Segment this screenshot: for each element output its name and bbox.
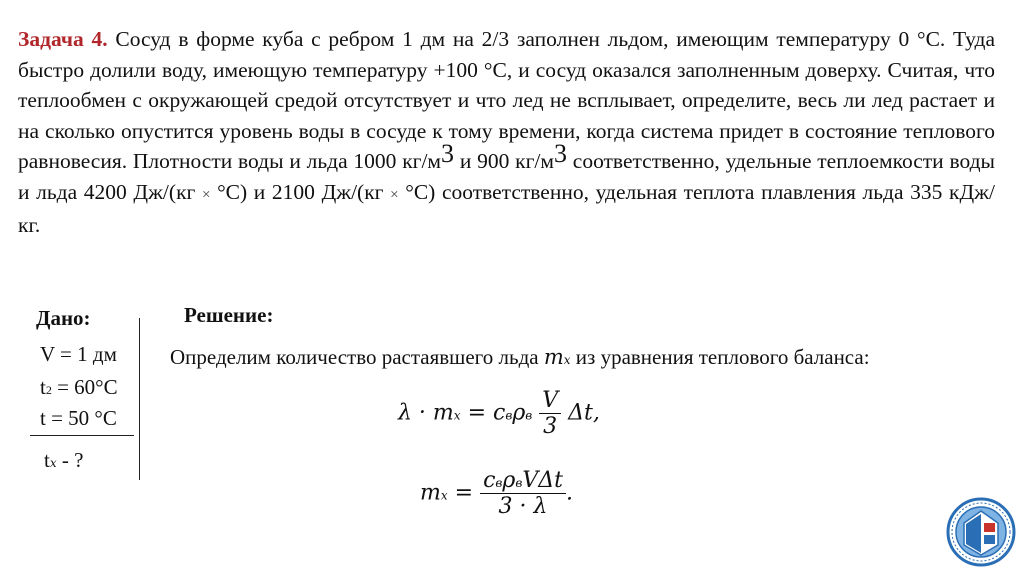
- given-t2-subscript: 2: [45, 383, 52, 397]
- formula1-fraction: [539, 388, 561, 439]
- formula1-tail: Δt,: [561, 400, 600, 426]
- formula2-x-subscript: x: [440, 488, 448, 503]
- formula2-c: c: [483, 468, 496, 493]
- given-vertical-divider: [139, 318, 140, 480]
- formula2-rho: ρ: [502, 468, 516, 493]
- formula2-tail: .: [565, 480, 573, 506]
- formula2-equals: =: [447, 480, 481, 506]
- problem-text-e: °С) соответственно, удельная теплота плавления льда 335 кДж/кг.: [18, 179, 995, 237]
- formula2-m: m: [420, 480, 441, 506]
- formula1-c-subscript: в: [505, 408, 513, 423]
- formula2-c-subscript: в: [495, 476, 503, 490]
- problem-text-b: и 900 кг/м: [454, 149, 554, 173]
- solution-text-before: Определим количество растаявшего льда: [170, 345, 544, 369]
- formula1-rho: ρ: [512, 400, 526, 426]
- solution-text-after: из уравнения теплового баланса:: [570, 345, 870, 369]
- problem-title: Задача 4.: [18, 27, 108, 51]
- given-t2-value: = 60°С: [51, 375, 118, 399]
- problem-text-d: °С) и 2100 Дж/(кг: [210, 179, 391, 204]
- cubic-exponent-1: 3: [441, 139, 455, 168]
- solution-text: [170, 343, 940, 374]
- melted-mass-formula: [420, 468, 573, 519]
- solution-mx-symbol: m: [543, 345, 564, 369]
- solution-mx-subscript: x: [563, 353, 571, 367]
- problem-text-c: соответственно, удельные теплоемкости воды и льда 4200 Дж/(кг: [18, 149, 995, 204]
- given-divider: [30, 435, 134, 436]
- formula1-denominator: 3: [539, 413, 561, 439]
- given-t2-symbol: t: [40, 375, 46, 399]
- given-heading: Дано:: [36, 306, 91, 330]
- given-t2: [40, 375, 118, 400]
- given-tx-subscript: x: [49, 456, 57, 470]
- formula1-numerator: V: [542, 388, 559, 413]
- given-unknown: [44, 448, 83, 473]
- times-sign-1: ×: [201, 186, 211, 203]
- formula1-equals: =: [460, 400, 493, 426]
- formula2-denominator: 3 · λ: [480, 493, 566, 519]
- problem-statement: [18, 24, 995, 241]
- problem-text-a: Сосуд в форме куба с ребром 1 дм на 2/3 заполнен льдом, имеющим температуру 0 °С. Туда быстро долили воду, имеющую температуру +100 °С, и сосуд оказался заполненным доверху. Считая, что теплообмен с окружающей средой отсутствует и что лед не всплывает, определите, весь ли лед растает и на сколько опустится уровень воды в сосуде к тому времени, когда система придет в состояние теплового равновесия. Плотности воды и льда 1000 кг/м: [18, 27, 996, 173]
- formula1-x-subscript: x: [453, 408, 461, 423]
- formula1-c: c: [493, 400, 506, 426]
- given-t: t = 50 °С: [40, 406, 117, 430]
- heat-balance-formula: [398, 388, 600, 439]
- formula2-rho-subscript: в: [515, 476, 523, 490]
- formula1-rho-subscript: в: [525, 408, 533, 423]
- formula2-fraction: [480, 468, 566, 519]
- given-volume: V = 1 дм: [40, 342, 117, 366]
- given-tx-rest: - ?: [56, 448, 84, 472]
- formula2-numerator: [480, 468, 566, 493]
- solution-heading: Решение:: [184, 303, 274, 327]
- cubic-exponent-2: 3: [554, 139, 567, 168]
- given-tx-symbol: t: [44, 448, 50, 472]
- formula1-lambda-m: λ · m: [398, 400, 454, 426]
- formula2-num-rest: VΔt: [522, 468, 563, 493]
- olympiad-emblem-icon: [946, 497, 1016, 567]
- times-sign-2: ×: [390, 186, 399, 203]
